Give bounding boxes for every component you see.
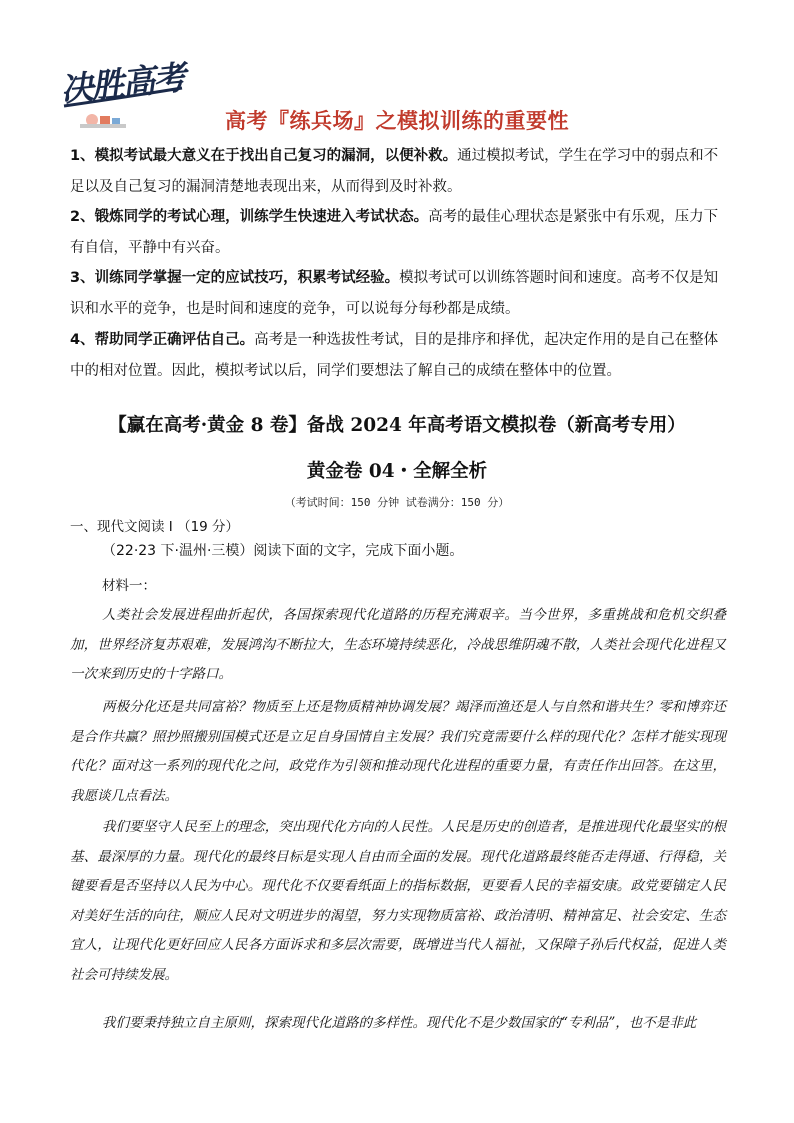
intro-title: 高考『练兵场』之模拟训练的重要性: [225, 109, 569, 133]
intro-point-1-bold: 1、模拟考试最大意义在于找出自己复习的漏洞，以便补救。: [70, 148, 458, 164]
section-heading: 一、现代文阅读 I （19 分）: [70, 519, 240, 535]
question-instruction: （22·23 下·温州·三模）阅读下面的文字，完成下面小题。: [102, 543, 464, 559]
exam-subtitle: 黄金卷 04・全解全析: [306, 461, 488, 482]
body-paragraph: 人类社会发展进程曲折起伏，各国探索现代化道路的历程充满艰辛。当今世界，多重挑战和危机交织叠加，世界经济复苏艰难，发展鸿沟不断拉大，生态环境持续恶化，冷战思维阴魂不散，人类社会现代化进程又一次来到历史的十字路口。: [70, 607, 726, 682]
intro-point-3-bold: 3、训练同学掌握一定的应试技巧，积累考试经验。: [70, 270, 400, 286]
body-paragraph: 我们要坚守人民至上的理念，突出现代化方向的人民性。人民是历史的创造者，是推进现代化最坚实的根基、最深厚的力量。现代化的最终目标是实现人自由而全面的发展。现代化道路最终能否走得通、行得稳，关键要看是否坚持以人民为中心。现代化不仅要看纸面上的指标数据，更要看人民的幸福安康。政党要锚定人民对美好生活的向往，顺应人民对文明进步的渴望，努力实现物质富裕、政治清明、精神富足、社会安定、生态宜人，让现代化更好回应人民各方面诉求和多层次需要，既增进当代人福祉，又保障子孙后代权益，促进人类社会可持续发展。: [70, 819, 726, 983]
logo-text: 决胜高考: [58, 57, 186, 110]
intro-point-4: [70, 325, 730, 387]
body-paragraph: 我们要秉持独立自主原则，探索现代化道路的多样性。现代化不是少数国家的“专利品”，也不是非此: [102, 1015, 697, 1031]
body-paragraph: 两极分化还是共同富裕？物质至上还是物质精神协调发展？竭泽而渔还是人与自然和谐共生？零和博弈还是合作共赢？照抄照搬别国模式还是立足自身国情自主发展？我们究竟需要什么样的现代化？怎样才能实现现代化？面对这一系列的现代化之问，政党作为引领和推动现代化进程的重要力量，有责任作出回答。在这里，我愿谈几点看法。: [70, 699, 726, 804]
intro-point-2-text: 高考的最佳心理状态是紧张中有乐观，压力下有自信，平静中有兴奋。: [70, 209, 719, 256]
intro-point-3: [70, 263, 730, 325]
intro-point-4-bold: 4、帮助同学正确评估自己。: [70, 332, 255, 348]
intro-point-1-text: 通过模拟考试，学生在学习中的弱点和不足以及自己复习的漏洞清楚地表现出来，从而得到及时补救。: [70, 148, 719, 195]
intro-point-1: [70, 141, 730, 203]
intro-point-2: [70, 202, 730, 264]
intro-point-4-text: 高考是一种选拔性考试，目的是排序和择优，起决定作用的是自己在整体中的相对位置。因此，模拟考试以后，同学们要想法了解自己的成绩在整体中的位置。: [70, 332, 719, 379]
intro-point-2-bold: 2、锻炼同学的考试心理，训练学生快速进入考试状态。: [70, 209, 429, 225]
exam-title: 【赢在高考·黄金 8 卷】备战 2024 年高考语文模拟卷（新高考专用）: [108, 415, 686, 436]
material-label: 材料一：: [102, 578, 156, 594]
exam-info: （考试时间：150 分钟 试卷满分：150 分）: [284, 496, 510, 509]
intro-point-3-text: 模拟考试可以训练答题时间和速度。高考不仅是知识和水平的竞争，也是时间和速度的竞争，可以说每分每秒都是成绩。: [70, 270, 719, 317]
